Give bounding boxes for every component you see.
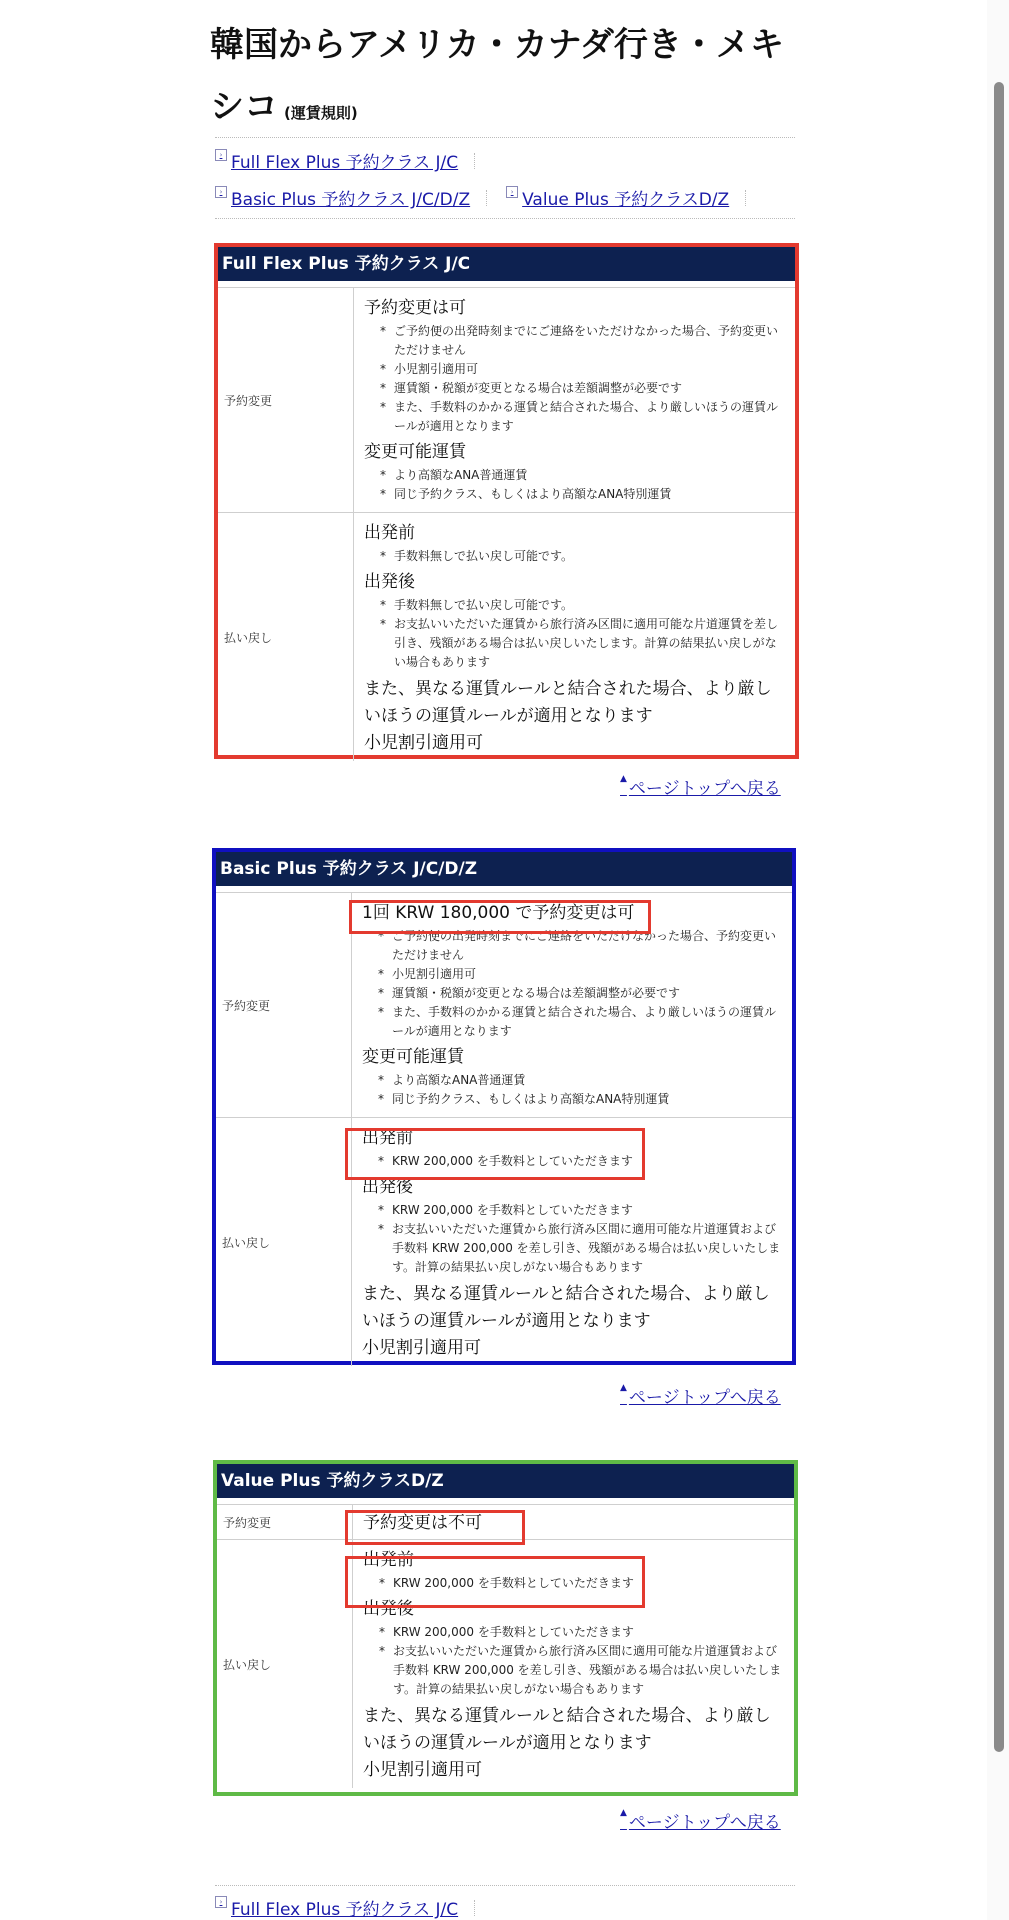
row-label-refund: 払い戻し: [217, 1540, 353, 1789]
table-row: [216, 893, 792, 1118]
list-item: * 手数料無しで払い戻し可能です。: [380, 596, 787, 615]
list-item: * 運賃額・税額が変更となる場合は差額調整が必要です: [380, 379, 787, 398]
divider: [215, 1885, 795, 1886]
back-to-top-link[interactable]: ▲ ページトップへ戻る: [620, 1383, 781, 1408]
list-item: * より高額なANA普通運賃: [380, 466, 787, 485]
link-arrow-icon: ›: [215, 1896, 227, 1908]
before-departure-notes: [364, 547, 787, 566]
section-full-flex: [214, 243, 799, 759]
nav-link-value[interactable]: › Value Plus 予約クラスD/Z: [506, 185, 729, 210]
list-item: * お支払いいただいた運賃から旅行済み区間に適用可能な片道運賃および手数料 KRW 200,000 を差し引き、残額がある場合は払い戻しいたします。計算の結果払い戻しがない場合もあります: [379, 1642, 786, 1699]
link-arrow-icon: ›: [215, 186, 227, 198]
list-item: * お支払いいただいた運賃から旅行済み区間に適用可能な片道運賃および手数料 KRW 200,000 を差し引き、残額がある場合は払い戻しいたします。計算の結果払い戻しがない場合もあります: [378, 1220, 784, 1277]
combined-rule-text: また、異なる運賃ルールと結合された場合、より厳しいほうの運賃ルールが適用となります: [363, 1706, 771, 1753]
changeable-fares-title: 変更可能運賃: [362, 1047, 464, 1067]
child-discount-text: 小児割引適用可: [363, 1760, 482, 1780]
refund-content: [354, 513, 796, 762]
change-content: [354, 288, 796, 513]
list-item: * 同じ予約クラス、もしくはより高額なANA特別運賃: [380, 485, 787, 504]
before-departure-notes: [363, 1574, 786, 1593]
section-basic: [212, 848, 796, 1365]
nav-separator: [486, 190, 488, 206]
before-departure-title: 出発前: [363, 1550, 414, 1570]
changeable-fares-title: 変更可能運賃: [364, 442, 466, 462]
fare-rules-table: [217, 1504, 794, 1788]
page-title-main: 韓国からアメリカ・カナダ行き・メキシコ: [210, 25, 784, 127]
back-to-top-link[interactable]: ▲ ページトップへ戻る: [620, 1808, 781, 1833]
fare-nav-row-2: [215, 185, 765, 210]
fare-rules-table: [216, 892, 792, 1366]
child-discount-text: 小児割引適用可: [362, 1338, 481, 1358]
section-heading: Basic Plus 予約クラス J/C/D/Z: [216, 852, 792, 886]
row-label-change: 予約変更: [218, 288, 354, 513]
change-content: [352, 893, 793, 1118]
section-heading: Full Flex Plus 予約クラス J/C: [218, 247, 795, 281]
fare-nav-row-bottom: [215, 1895, 494, 1920]
link-arrow-icon: ›: [215, 149, 227, 161]
table-row: [218, 513, 795, 762]
change-status: 予約変更は可: [364, 298, 466, 318]
list-item: * また、手数料のかかる運賃と結合された場合、より厳しいほうの運賃ルールが適用となります: [380, 398, 787, 436]
list-item: * KRW 200,000 を手数料としていただきます: [378, 1201, 784, 1220]
up-arrow-icon: ▲: [620, 774, 627, 784]
nav-separator: [745, 190, 747, 206]
changeable-fares-list: [364, 466, 787, 504]
list-item: * 小児割引適用可: [378, 965, 784, 984]
section-heading: Value Plus 予約クラスD/Z: [217, 1464, 794, 1498]
list-item: * 運賃額・税額が変更となる場合は差額調整が必要です: [378, 984, 784, 1003]
list-item: * お支払いいただいた運賃から旅行済み区間に適用可能な片道運賃を差し引き、残額がある場合は払い戻しいたします。計算の結果払い戻しがない場合もあります: [380, 615, 787, 672]
list-item: * 小児割引適用可: [380, 360, 787, 379]
after-departure-notes: [362, 1201, 784, 1277]
refund-content: [353, 1540, 795, 1789]
nav-link-full-flex-bottom[interactable]: › Full Flex Plus 予約クラス J/C: [215, 1895, 458, 1920]
list-item: * KRW 200,000 を手数料としていただきます: [379, 1574, 786, 1593]
page-title: [210, 14, 810, 144]
fare-rules-table: [218, 287, 795, 761]
scrollbar-thumb[interactable]: [994, 82, 1004, 1752]
nav-link-full-flex[interactable]: › Full Flex Plus 予約クラス J/C: [215, 148, 458, 173]
nav-link-basic[interactable]: › Basic Plus 予約クラス J/C/D/Z: [215, 185, 470, 210]
nav-separator: [474, 1900, 476, 1916]
list-item: * また、手数料のかかる運賃と結合された場合、より厳しいほうの運賃ルールが適用となります: [378, 1003, 784, 1041]
back-to-top-link[interactable]: ▲ ページトップへ戻る: [620, 774, 781, 799]
list-item: * ご予約便の出発時刻までにご連絡をいただけなかった場合、予約変更いただけません: [380, 322, 787, 360]
list-item: * 手数料無しで払い戻し可能です。: [380, 547, 787, 566]
refund-content: [352, 1118, 793, 1367]
divider: [215, 137, 795, 138]
up-arrow-icon: ▲: [620, 1383, 627, 1393]
list-item: * KRW 200,000 を手数料としていただきます: [379, 1623, 786, 1642]
link-arrow-icon: ›: [506, 186, 518, 198]
after-departure-title: 出発後: [362, 1177, 413, 1197]
combined-rule-text: また、異なる運賃ルールと結合された場合、より厳しいほうの運賃ルールが適用となります: [362, 1284, 770, 1331]
table-row: [218, 288, 795, 513]
list-item: * 同じ予約クラス、もしくはより高額なANA特別運賃: [378, 1090, 784, 1109]
list-item: * KRW 200,000 を手数料としていただきます: [378, 1152, 784, 1171]
table-row: [216, 1118, 792, 1367]
list-item: * ご予約便の出発時刻までにご連絡をいただけなかった場合、予約変更いただけません: [378, 927, 784, 965]
divider: [215, 218, 795, 219]
combined-rule-text: また、異なる運賃ルールと結合された場合、より厳しいほうの運賃ルールが適用となります: [364, 679, 772, 726]
row-label-refund: 払い戻し: [218, 513, 354, 762]
row-label-change: 予約変更: [217, 1505, 353, 1540]
change-notes: [364, 322, 787, 436]
change-content: [353, 1505, 795, 1540]
before-departure-title: 出発前: [364, 523, 415, 543]
changeable-fares-list: [362, 1071, 784, 1109]
up-arrow-icon: ▲: [620, 1808, 627, 1818]
before-departure-title: 出発前: [362, 1128, 413, 1148]
before-departure-notes: [362, 1152, 784, 1171]
row-label-change: 予約変更: [216, 893, 352, 1118]
row-label-refund: 払い戻し: [216, 1118, 352, 1367]
child-discount-text: 小児割引適用可: [364, 733, 483, 753]
after-departure-title: 出発後: [363, 1599, 414, 1619]
after-departure-notes: [363, 1623, 786, 1699]
change-status: 1回 KRW 180,000 で予約変更は可: [362, 903, 635, 923]
table-row: [217, 1540, 794, 1789]
section-value: [213, 1460, 798, 1796]
change-notes: [362, 927, 784, 1041]
after-departure-title: 出発後: [364, 572, 415, 592]
table-row: [217, 1505, 794, 1540]
after-departure-notes: [364, 596, 787, 672]
list-item: * より高額なANA普通運賃: [378, 1071, 784, 1090]
page-title-sub: (運賃規則): [284, 104, 358, 122]
nav-separator: [474, 153, 476, 169]
change-status: 予約変更は不可: [363, 1513, 482, 1533]
fare-nav-row-1: [215, 148, 494, 173]
